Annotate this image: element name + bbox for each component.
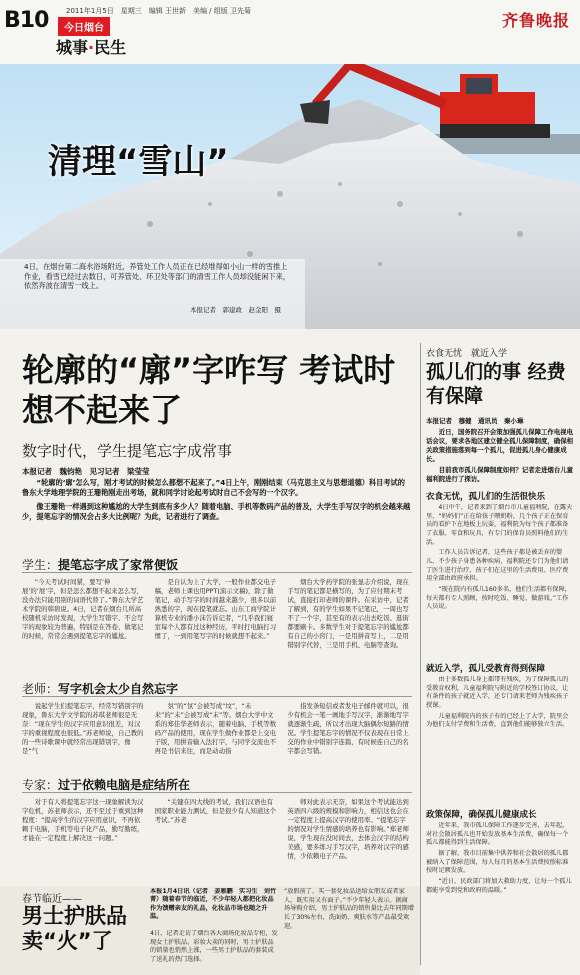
body-paragraph: “现在院内有孤儿160多名，他们生活都有保障，每天都有专人照顾，按时吃饭、睡觉、做游戏。”工作人员说。 bbox=[426, 586, 571, 611]
lead-intro bbox=[22, 478, 412, 526]
students-columns bbox=[22, 578, 412, 673]
teachers-columns bbox=[22, 702, 412, 770]
bottom-headline: 男士护肤品卖“火”了 bbox=[22, 904, 127, 953]
right-section-title: 就近入学，孤儿受教育得到保障 bbox=[426, 664, 546, 674]
body-paragraph: 据了解，我市目前集中供养和社会散居的孤儿都被纳入了保障范围，每人每月的基本生活费按照标准按时足额发放。 bbox=[426, 850, 569, 875]
photo-credit: 本报记者 郭建政 赵金阳 摄 bbox=[190, 306, 281, 314]
section-teachers: 老师：写字机会太少自然忘字 bbox=[22, 682, 179, 696]
body-column: 指发条短信或者发电子邮件就可以，很少有机会一笔一画地手写汉字，渐渐地写字就逐渐生疏，所以才出现大脑偶尔短路的情况。学生提笔忘字的情况不仅表现在日常上交的作业中错别字连篇，有时候连自己的名字都会写错。 bbox=[287, 702, 409, 755]
body-column: 对于有人将提笔忘字这一现象解读为汉字危机，苏老师表示，还不至过于重到这种程度：“提高学生的汉字应用意识，不再依赖于电脑，手机等电子化产品，勤写勤练，才能在一定程度上解决这一问题。” bbox=[22, 798, 144, 842]
newspaper-brand: 齐鲁晚报 bbox=[501, 11, 570, 30]
right-section-title: 衣食无忧，孤儿们的生活很快乐 bbox=[426, 492, 546, 502]
body-column: 氛”的“氛”会被写成“坟”，“未来”的“未”会被写成“末”等。烟台大学中文系的郑佳华老师表示，随着电脑、手机等数码产品的使用，现在学生做作业都是上交电子版，用拼音输入法打字，与同学交流也不再是书信来往，而是动动指 bbox=[154, 702, 277, 755]
section-title bbox=[56, 35, 126, 58]
divider bbox=[22, 572, 412, 573]
section-chip: 今日烟台 bbox=[58, 17, 110, 36]
section-dot: · bbox=[88, 38, 95, 57]
bottom-column: “放假前了，买一套化妆品送给女朋友或者家人，既实用又有面子。”不少年轻人表示。据商场导购介绍，男士护肤品的销售量比去年同期增长了30%左右，洗面奶、爽肤水等产品最受欢迎。 bbox=[284, 888, 414, 930]
lead-byline: 本报记者 魏钧艳 见习记者 梁莹莹 bbox=[22, 467, 150, 476]
page-header bbox=[0, 0, 580, 64]
body-paragraph: 工作人员告诉记者，这些孩子都是被丢弃的婴儿，不少孩子身患各种疾病，福利院还专门为他们请了医生进行治疗，孩子们在这里的生活费用、医疗费用全部由政府承担。 bbox=[426, 549, 569, 583]
section-students: 学生：提笔忘字成了家常便饭 bbox=[22, 558, 179, 572]
lead-paragraph: “轮廓的‘廓’怎么写，刚才考试的时候怎么都想不起来了。”4日上午，刚刚结束（马克思主义与思想道德）科目考试的鲁东大学地理学院的王珊艳刚走出考场，就和同学讨论起考试时自己不会写的一个汉字。 bbox=[22, 478, 405, 498]
body-column: 师对此表示无奈，如果这个考试能达到英语四六级的规模和影响力，相信这也会在一定程度上提高汉字的使用率。“提笔忘字的情况对学生情感的培养也有影响。”郑老师说，学生现在没时间去，去体会汉字的结构美感，要多练习手写汉字，培养对汉字的感情，少依赖电子产品。 bbox=[287, 798, 409, 860]
section-left: 城事 bbox=[56, 38, 89, 57]
body-paragraph: “近日，民政部门将加大救助力度，让每一个孤儿都能享受到党和政府的温暖。” bbox=[426, 878, 572, 894]
body-paragraph: 儿童福利院内的孩子有的已经上了大学，院里会为他们支付学费和生活费，直到他们能够独立生活。 bbox=[426, 712, 569, 729]
right-headline: 孤儿们的事 经费有保障 bbox=[426, 361, 566, 407]
right-section-body bbox=[426, 676, 574, 806]
bottom-byline: 本报1月4日讯（记者 姜雅鹏 实习生 刘竹菁）随着春节的临近，不少年轻人都把化妆品作为馈赠亲友的礼品，化妆品市场也随之升温。 bbox=[150, 888, 277, 921]
right-section-body bbox=[426, 504, 574, 654]
section-right: 民生 bbox=[94, 38, 127, 57]
section-experts: 专家：过于依赖电脑是症结所在 bbox=[22, 778, 191, 792]
column-divider bbox=[420, 343, 421, 965]
body-column: 是自认为上了大学，一般作业都交电子稿，老师上课也用PPT(演示文稿)，除了做笔记，动手写字的时间越来越少，很多以前熟悉的字，现在提笔就忘。山东工商学院计算机专业的潘小沫告诉记者，“几乎我们寝室每个人都有过这种经历，平时打电脑打习惯了，一到用笔写字的时候就想不起来。” bbox=[154, 578, 277, 640]
body-column: 烟台大学药学院的张显志介绍说，现在手写的笔记都是横写的，为了应付期末考试，直接打印老师的课件。在采访中，记者了解到，有的学生如果不记笔记，一周也写不了一个字，甚至有的表示出去吃饭、逛街都要刷卡。多数学生对于提笔忘字的尴尬都有自己的小窍门，一是用拼音写上，二是用错别字代替，三是用手机、电脑等查询。 bbox=[287, 578, 409, 649]
bottom-kicker: 春节临近—— bbox=[22, 894, 82, 905]
experts-columns bbox=[22, 798, 412, 880]
right-kicker: 衣食无忧 就近入学 bbox=[426, 349, 508, 359]
body-paragraph: 近年来，我市孤儿保障工作逐步完善，去年起，对社会散居孤儿也开始发放基本生活费，确保每一个孤儿都能得到生活保障。 bbox=[426, 822, 569, 847]
lead-headline: 轮廓的“廓”字咋写 考试时想不起来了 bbox=[22, 351, 396, 429]
photo-caption: 4日，在烟台第二海水浴场附近，养管处工作人员正在已经堆得如小山一样的雪推上作业，看雪已经过去数日，可养管处、环卫处等部门的清雪工作人员却没能闲下来，依然奔波在清雪一线上。 bbox=[24, 262, 290, 291]
right-section-title: 政策保障，确保孤儿健康成长 bbox=[426, 810, 537, 820]
lead-paragraph: 近日，国务院召开会策加强孤儿保障工作电视电话会议，要求各地区建立健全孤儿保障制度，确保相关政策措施落到每一个孤儿，促进孤儿身心健康成长。 bbox=[426, 428, 573, 463]
page-code: B10 bbox=[4, 8, 49, 33]
dateline: 2011年1月5日 星期三 编辑 王世新 美编 / 组版 卫先菊 bbox=[66, 7, 251, 15]
body-paragraph: 4日中午，记者来到了烟台市儿童福利院，在露天里，“妈妈们”正在给孩子喂奶粉，几个孩子正在保育员的看护下在地板上玩耍，福利院为每个孩子都准备了衣服、零食和玩具，有专门的保育员照料他们的生活。 bbox=[426, 504, 573, 546]
body-paragraph: 由于多数孤儿身上都带有残疾，为了保障孤儿的受教育权利，儿童福利院与附近的学校签订协议，让有条件的孩子就近入学，还专门请来老师为残疾孩子授课。 bbox=[426, 676, 569, 710]
right-byline: 本报记者 穆健 通讯员 秦小琳 bbox=[426, 417, 524, 425]
lead-paragraph: 像王珊艳一样遇到这种尴尬的大学生到底有多少人？随着电脑、手机等数码产品的普及，大学生手写汉字的机会越来越少，提笔忘字的情况会占多大比例呢？为此，记者进行了调查。 bbox=[22, 501, 411, 522]
lead-paragraph: 目前我市孤儿保障制度如何？记者走进烟台儿童福利院进行了探访。 bbox=[426, 465, 573, 483]
right-lead bbox=[426, 428, 574, 488]
lead-subheadline: 数字时代，学生提笔忘字成常事 bbox=[22, 442, 233, 460]
photo-title: 清理“雪山” bbox=[48, 142, 229, 182]
body-column: “今天考试时间紧，要写‘伸展’的‘展’字，但是怎么都想不起来怎么写，没办法只能用别的词语代替了。”鲁东大学艺术学院的韩碧说。4日，记者在烟台几所高校随机采访时发现，大学生写错字、不会写字的现象较为普遍，特别是在答卷、做笔记的时候，常常会遇到提笔忘字的尴尬。 bbox=[22, 578, 144, 640]
right-section-body bbox=[426, 822, 574, 968]
divider bbox=[22, 792, 412, 793]
bottom-column: 4日，记者走访了烟台各大商场化妆品专柜，发现女士护肤品、彩妆大卖的同时，男士护肤品的销量也悄然上涨，一些男士护肤品的套装成了送礼的热门选择。 bbox=[150, 930, 278, 964]
body-column: 说起学生们提笔忘字，经常写错别字的现象，鲁东大学文学院的苏琪老师很是无奈：“现在学生的汉字应用意识很差，对汉字的重视程度也很低。”苏老师说，自己教的的一些诗歌课中就经常出现错别字，像是“气 bbox=[22, 702, 144, 755]
divider bbox=[22, 696, 412, 697]
body-column: “关键在四大线的考试，我们汉语也有国家职业能力测试，但是很少有人知道这个考试。”苏老 bbox=[154, 798, 277, 824]
